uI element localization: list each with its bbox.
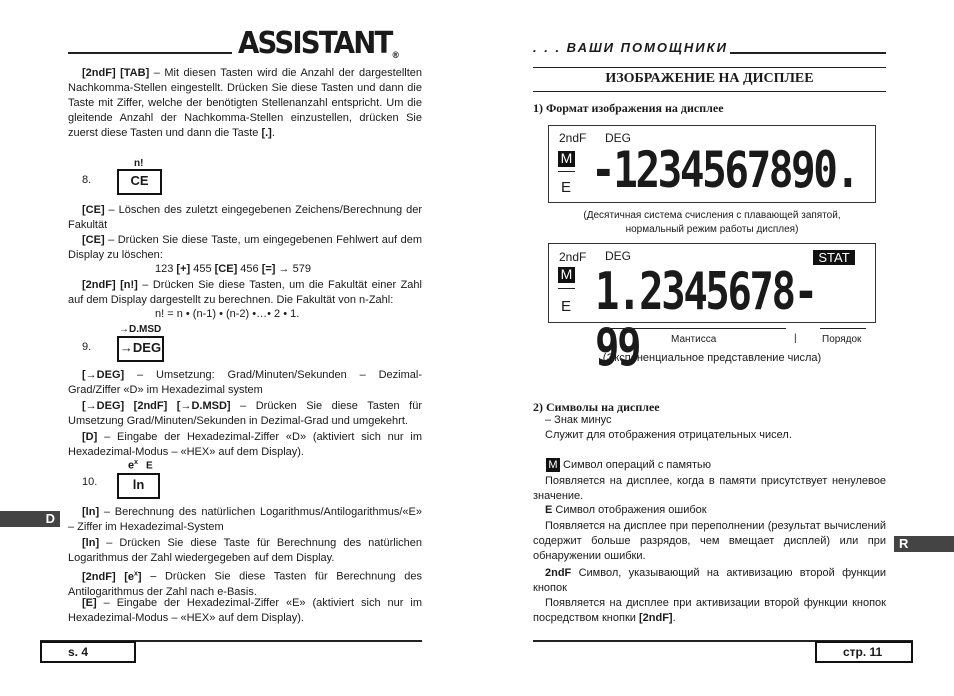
ln2-key: [ln]: [82, 537, 100, 549]
lcd1-indicator-rule: [558, 171, 575, 172]
item-number-9: 9.: [82, 341, 92, 353]
ex-c: 456: [237, 263, 262, 275]
error-text-content: Появляется на дисплее при переполнении (результат вычислений содержит больше разрядов, чем вмещает дисплей) или при обнаружении ошибки.: [533, 520, 886, 562]
ce-key: CE: [117, 169, 162, 195]
lcd2-error-indicator: E: [561, 298, 572, 315]
logo-mark: ®: [391, 51, 400, 61]
order-bracket: [820, 328, 866, 329]
caption1-line1: (Десятичная система счисления с плавающей запятой,: [583, 210, 841, 221]
deg-paragraph-1: [68, 368, 422, 398]
lcd1-2ndf-indicator: 2ndF: [559, 131, 587, 145]
deg3-text: – Eingabe der Hexadezimal-Ziffer «D» (aktiviert sich nur im Hexadezimal-Modus – «HEX» auf dem Display).: [68, 431, 422, 458]
key-8-top-label: n!: [134, 158, 144, 169]
error-symbol-key: E: [545, 504, 553, 516]
caption-exponential: (Экспоненциальное представление числа): [602, 352, 822, 364]
key-9-top-label: →D.MSD: [119, 324, 162, 335]
intro-paragraph: [68, 66, 422, 141]
deg-paragraph-2: [68, 399, 422, 429]
fact-text: – Drücken Sie diese Tasten, um die Fakultät einer Zahl auf dem Display dargestellt zu berechnen. Die Fakultät von n-Zahl:: [68, 279, 422, 306]
ln-paragraph-3: [68, 566, 422, 600]
right-page-text: стр. 11: [843, 645, 883, 659]
factorial-paragraph: [68, 278, 422, 308]
order-label: Порядок: [822, 334, 862, 345]
ln-paragraph-2: [68, 536, 422, 566]
memory-symbol-icon: M: [546, 458, 560, 472]
lcd2-indicator-rule: [558, 288, 575, 289]
ln1-key: [ln]: [82, 506, 100, 518]
minus-label: – Знак минус: [545, 414, 612, 426]
error-symbol-line: [545, 504, 707, 516]
left-tab-letter: D: [45, 511, 55, 526]
ex-b: 455: [190, 263, 215, 275]
e-paragraph: [68, 596, 422, 626]
e-key: [E]: [82, 597, 97, 609]
subsection-2: 2) Символы на дисплее: [533, 400, 660, 414]
deg2-key: [→DEG] [2ndF] [→D.MSD]: [82, 400, 231, 412]
ce-paragraph-2: [68, 233, 422, 263]
key10-top-b: E: [146, 460, 153, 472]
2ndf-symbol-text: Символ, указывающий на активизацию второй функции кнопок: [533, 567, 886, 594]
lcd-display-decimal: [548, 125, 876, 203]
2ndf-activation-text: Появляется на дисплее при активизации второй функции кнопок посредством кнопки: [533, 597, 886, 624]
lcd2-digits: 1.2345678-99: [595, 262, 816, 378]
deg1-text: – Umsetzung: Grad/Minuten/Sekunden – Dezimal-Grad/Ziffer «D» im Hexadezimal system: [68, 369, 422, 396]
mantissa-order-separator: |: [794, 333, 797, 344]
lcd1-deg-indicator: DEG: [605, 131, 632, 145]
error-text: [533, 519, 886, 564]
deg3-key: [D]: [82, 431, 98, 443]
subsection-1: 1) Формат изображения на дисплее: [533, 101, 724, 115]
deg-paragraph-3: [68, 430, 422, 460]
fact-key: [2ndF] [n!]: [82, 279, 138, 291]
lcd1-digits: -1234567890.: [591, 141, 858, 199]
left-page-number: [40, 641, 136, 663]
right-side-tab: [894, 536, 954, 552]
lcd2-deg-indicator: DEG: [605, 249, 632, 263]
ln3-key-b: ]: [137, 570, 142, 583]
deg-key: →DEG: [117, 336, 164, 362]
ce2-key: [CE]: [82, 234, 105, 246]
factorial-formula: n! = n • (n-1) • (n-2) •…• 2 • 1.: [155, 308, 300, 320]
left-page-text: s. 4: [68, 645, 89, 659]
section-rule-top: [533, 67, 886, 68]
intro-end-key: [.]: [261, 127, 272, 139]
right-page-number: [815, 641, 913, 663]
ce-example: [155, 263, 311, 275]
lcd2-stat-indicator: STAT: [813, 250, 855, 265]
ce1-text: – Löschen des zuletzt eingegebenen Zeichens/Berechnung der Fakultät: [68, 204, 422, 231]
section-title: ИЗОБРАЖЕНИЕ НА ДИСПЛЕЕ: [605, 71, 814, 86]
lcd1-memory-indicator: M: [558, 151, 575, 167]
ln-paragraph-1: [68, 505, 422, 535]
2ndf-activation-end: .: [672, 612, 676, 624]
logo-text: ASSISTANT: [238, 26, 392, 61]
mantissa-bracket: [604, 328, 786, 329]
section-rule-bottom: [533, 91, 886, 92]
e-text: – Eingabe der Hexadezimal-Ziffer «E» (aktiviert sich nur im Hexadezimal-Modus – «HEX» auf dem Display).: [68, 597, 422, 624]
left-header-rule: [68, 52, 232, 54]
key-10-top-label: [128, 459, 153, 472]
lcd2-2ndf-indicator: 2ndF: [559, 250, 587, 264]
right-tab-letter: R: [899, 536, 909, 551]
ex-a: 123: [155, 263, 177, 275]
intro-text: – Mit diesen Tasten wird die Anzahl der dargestellten Nachkomma-Stellen eingestellt. Drücken Sie diese Tasten und dann die Taste mit Ziffer, welche der benötigten Stellenanzahl entspricht. Um die gleitende Anzahl der Nachkomma-Stellen einzustellen, drücken Sie zuerst diese Tasten und dann die Taste: [68, 67, 422, 139]
item-number-10: 10.: [82, 476, 98, 488]
lcd1-error-indicator: E: [561, 179, 572, 196]
minus-text: Служит для отображения отрицательных чисел.: [545, 429, 792, 441]
intro-end: .: [271, 127, 275, 139]
key10-top-sup: x: [134, 459, 139, 466]
2ndf-symbol-key: 2ndF: [545, 567, 572, 579]
caption1-line2: нормальный режим работы дисплея): [625, 224, 799, 235]
deg2-text: – Drücken Sie diese Tasten für Umsetzung Grad/Minuten/Sekunden in Dezimal-Grad und umgekehrt.: [68, 400, 422, 427]
ln3-text: – Drücken Sie diese Tasten für Berechnung des Antilogarithmus der Zahl nach e-Basis.: [68, 570, 422, 598]
intro-key: [2ndF] [TAB]: [82, 67, 150, 79]
2ndf-activation-key: [2ndF]: [638, 612, 673, 624]
ln-key: ln: [117, 473, 160, 499]
deg1-key: [→DEG]: [82, 369, 125, 381]
ex-k3: [=]: [261, 263, 276, 275]
caption-decimal: [548, 209, 876, 237]
ln2-text: – Drücken Sie diese Taste für Berechnung des natürlichen Logarithmus der Zahl wiedergegeben auf dem Display.: [68, 537, 422, 564]
right-header-rule: [730, 52, 886, 54]
lcd2-memory-indicator: M: [558, 267, 575, 283]
mantissa-label: Мантисса: [671, 334, 717, 345]
2ndf-symbol-paragraph: [533, 566, 886, 596]
brand-logo: [238, 26, 400, 61]
right-header: . . . ВАШИ ПОМОЩНИКИ: [533, 40, 728, 55]
2ndf-activation-paragraph: [533, 596, 886, 626]
memory-text: [533, 474, 886, 504]
key10-top-a: e: [128, 459, 135, 472]
ln1-text: – Berechnung des natürlichen Logarithmus/Antilogarithmus/«E» – Ziffer im Hexadezimal-System: [68, 506, 422, 533]
ex-d: → 579: [275, 263, 311, 275]
ex-k2: [CE]: [214, 263, 238, 275]
ex-k1: [+]: [176, 263, 191, 275]
memory-symbol-label: Символ операций с памятью: [560, 459, 712, 471]
item-number-8: 8.: [82, 174, 92, 186]
ce1-key: [CE]: [82, 204, 105, 216]
memory-text-content: Появляется на дисплее, когда в памяти присутствует ненулевое значение.: [533, 475, 886, 502]
ce2-text: – Drücken Sie diese Taste, um eingegebenen Fehlwert auf dem Display zu löschen:: [68, 234, 422, 261]
ln3-key-a: [2ndF] [e: [82, 570, 135, 583]
left-side-tab: [0, 511, 60, 527]
ce-paragraph-1: [68, 203, 422, 233]
ln3-key-sup: x: [134, 570, 138, 577]
ln3-key: [82, 571, 142, 583]
memory-symbol-line: [546, 458, 711, 473]
error-symbol-label: Символ отображения ошибок: [552, 504, 707, 516]
